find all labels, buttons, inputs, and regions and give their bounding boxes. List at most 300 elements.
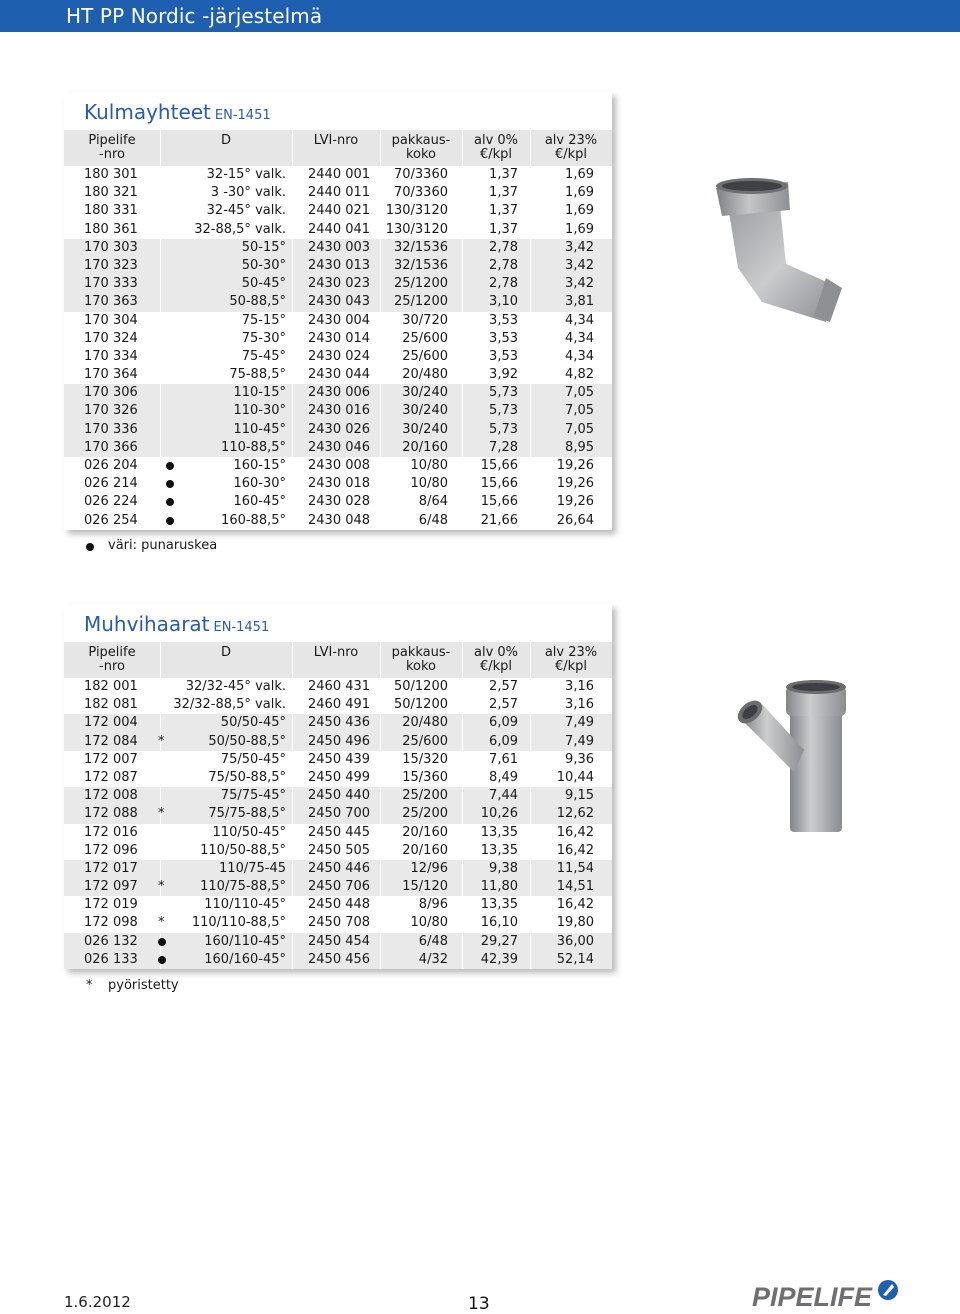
- cell-alv0: 5,73: [489, 421, 518, 437]
- column-divider: [462, 348, 463, 366]
- column-divider: [530, 166, 531, 184]
- cell-lvi-nro: 2460 491: [308, 697, 371, 713]
- cell-d: 50-15°: [241, 239, 286, 255]
- table-row: [64, 714, 612, 732]
- cell-pipelife-nro: 172 004: [84, 715, 138, 731]
- cell-alv23: 12,62: [556, 806, 594, 822]
- cell-d: 75-88,5°: [229, 367, 286, 383]
- cell-alv0: 15,66: [480, 458, 518, 473]
- column-divider: [530, 402, 531, 420]
- column-divider: [160, 366, 161, 384]
- cell-lvi-nro: 2450 436: [308, 715, 371, 731]
- cell-d: 160-15°: [233, 458, 286, 473]
- column-divider: [292, 384, 293, 402]
- cell-d: 32-15° valk.: [206, 167, 286, 182]
- cell-pakkauskoko: 50/1200: [393, 679, 448, 694]
- cell-d: 75-15°: [241, 312, 286, 328]
- cell-alv0: 10,26: [480, 806, 518, 822]
- column-divider: [530, 787, 531, 805]
- header-pakkauskoko-line: koko: [405, 147, 437, 162]
- column-divider: [462, 384, 463, 402]
- table-row: [64, 184, 612, 202]
- cell-pakkauskoko: 6/48: [418, 933, 448, 949]
- column-divider: [380, 824, 381, 842]
- cell-d: 32-45° valk.: [206, 203, 286, 219]
- column-divider: [292, 914, 293, 932]
- table-row: [64, 221, 612, 239]
- column-divider: [530, 202, 531, 220]
- column-divider: [530, 714, 531, 732]
- header-bar: [0, 0, 960, 32]
- column-divider: [160, 787, 161, 805]
- table-row: [64, 951, 612, 969]
- cell-alv23: 9,36: [565, 751, 594, 767]
- color-dot-legend: [86, 543, 94, 551]
- color-dot-icon: [166, 480, 174, 488]
- column-headers: [64, 130, 612, 166]
- column-divider: [160, 257, 161, 275]
- column-divider: [160, 824, 161, 842]
- cell-alv0: 3,53: [489, 348, 518, 364]
- column-divider: [160, 751, 161, 769]
- cell-alv23: 1,69: [565, 221, 594, 237]
- column-divider: [530, 221, 531, 239]
- footnote-rounded: pyöristetty: [108, 978, 179, 993]
- cell-d: 110/110-45°: [204, 897, 286, 913]
- column-divider: [380, 714, 381, 732]
- table-row: [64, 696, 612, 714]
- cell-alv0: 3,92: [489, 367, 518, 383]
- cell-alv23: 52,14: [556, 951, 594, 967]
- table-row: [64, 457, 612, 475]
- column-divider: [530, 896, 531, 914]
- column-divider: [530, 348, 531, 366]
- footnote-color: väri: punaruskea: [108, 538, 218, 553]
- cell-pipelife-nro: 170 366: [84, 439, 138, 455]
- cell-alv23: 8,95: [565, 439, 594, 455]
- cell-alv23: 16,42: [556, 842, 594, 858]
- column-divider: [292, 860, 293, 878]
- header-lvi-nro: LVI-nro: [313, 645, 359, 660]
- cell-alv0: 5,73: [489, 403, 518, 419]
- table-row: [64, 860, 612, 878]
- column-divider: [160, 860, 161, 878]
- rounded-marker: *: [158, 733, 165, 749]
- cell-alv23: 1,69: [565, 167, 594, 182]
- column-divider: [462, 402, 463, 420]
- cell-pipelife-nro: 180 321: [84, 185, 138, 201]
- table-row: [64, 257, 612, 275]
- column-divider: [160, 421, 161, 439]
- header-pakkauskoko-line: pakkaus-: [391, 133, 451, 148]
- cell-d: 75-30°: [241, 330, 286, 346]
- column-divider: [462, 421, 463, 439]
- cell-alv23: 3,42: [565, 239, 594, 255]
- column-divider: [160, 475, 161, 493]
- column-divider: [462, 951, 463, 969]
- column-divider: [292, 421, 293, 439]
- cell-alv23: 1,69: [565, 185, 594, 201]
- cell-alv23: 3,16: [565, 697, 594, 713]
- cell-lvi-nro: 2430 044: [308, 367, 371, 383]
- column-divider: [462, 933, 463, 951]
- cell-pakkauskoko: 12/96: [410, 860, 448, 876]
- column-divider: [160, 512, 161, 530]
- cell-lvi-nro: 2450 700: [308, 806, 371, 822]
- column-divider: [462, 493, 463, 511]
- cell-alv0: 11,80: [480, 879, 518, 895]
- column-divider: [380, 787, 381, 805]
- column-divider: [380, 402, 381, 420]
- column-divider: [160, 330, 161, 348]
- cell-alv23: 7,49: [565, 715, 594, 731]
- cell-d: 110-88,5°: [221, 439, 286, 455]
- column-divider: [462, 787, 463, 805]
- table-title-text: Muhvihaarat: [84, 612, 210, 636]
- column-divider: [462, 751, 463, 769]
- header-alv0-line: alv 0%: [473, 645, 519, 660]
- column-divider: [292, 878, 293, 896]
- cell-pakkauskoko: 20/160: [402, 824, 448, 840]
- cell-alv23: 9,15: [565, 788, 594, 804]
- table-row: [64, 733, 612, 751]
- cell-pipelife-nro: 172 017: [84, 860, 138, 876]
- table-row: [64, 275, 612, 293]
- cell-d: 32-88,5° valk.: [194, 221, 286, 237]
- cell-pipelife-nro: 026 224: [84, 494, 138, 510]
- cell-pipelife-nro: 026 214: [84, 476, 138, 492]
- cell-pipelife-nro: 170 323: [84, 257, 138, 273]
- cell-lvi-nro: 2440 021: [308, 203, 371, 219]
- column-divider: [160, 439, 161, 457]
- cell-alv0: 2,57: [489, 679, 518, 694]
- column-divider: [380, 257, 381, 275]
- cell-lvi-nro: 2430 006: [308, 385, 371, 401]
- column-divider: [160, 696, 161, 714]
- column-divider: [530, 951, 531, 969]
- cell-alv23: 4,82: [565, 367, 594, 383]
- table-row: [64, 769, 612, 787]
- column-divider: [292, 184, 293, 202]
- cell-pipelife-nro: 172 098: [84, 915, 138, 931]
- column-divider: [530, 257, 531, 275]
- column-divider: [292, 275, 293, 293]
- column-divider: [462, 860, 463, 878]
- column-divider: [462, 221, 463, 239]
- column-divider: [530, 312, 531, 330]
- column-divider: [292, 824, 293, 842]
- cell-alv23: 1,69: [565, 203, 594, 219]
- column-divider: [292, 951, 293, 969]
- column-divider: [462, 202, 463, 220]
- header-lvi-nro: LVI-nro: [313, 133, 359, 148]
- cell-lvi-nro: 2450 445: [308, 824, 371, 840]
- cell-alv0: 29,27: [480, 933, 518, 949]
- table-title-text: Kulmayhteet: [84, 100, 211, 124]
- cell-pipelife-nro: 170 303: [84, 239, 138, 255]
- column-divider: [292, 457, 293, 475]
- cell-pipelife-nro: 180 301: [84, 167, 138, 182]
- cell-lvi-nro: 2430 046: [308, 439, 371, 455]
- column-divider: [530, 366, 531, 384]
- column-divider: [160, 493, 161, 511]
- column-divider: [380, 860, 381, 878]
- cell-pipelife-nro: 026 133: [84, 951, 138, 967]
- table-row: [64, 330, 612, 348]
- table-row: [64, 512, 612, 530]
- column-divider: [160, 293, 161, 311]
- column-divider: [292, 330, 293, 348]
- cell-lvi-nro: 2430 024: [308, 348, 371, 364]
- cell-alv0: 42,39: [480, 951, 518, 967]
- cell-alv0: 3,53: [489, 312, 518, 328]
- cell-pipelife-nro: 170 364: [84, 367, 138, 383]
- column-divider: [530, 239, 531, 257]
- cell-pipelife-nro: 172 096: [84, 842, 138, 858]
- column-divider: [160, 402, 161, 420]
- cell-pakkauskoko: 25/200: [402, 806, 448, 822]
- header-pakkauskoko-line: pakkaus-: [391, 645, 451, 660]
- column-divider: [160, 769, 161, 787]
- color-dot-icon: [166, 517, 174, 525]
- column-divider: [292, 714, 293, 732]
- cell-d: 110/50-45°: [212, 824, 286, 840]
- cell-lvi-nro: 2430 013: [308, 257, 371, 273]
- header-pipelife-nro-line: Pipelife: [88, 133, 136, 148]
- cell-lvi-nro: 2450 440: [308, 788, 371, 804]
- cell-lvi-nro: 2430 003: [308, 239, 371, 255]
- cell-d: 110-45°: [233, 421, 286, 437]
- column-divider: [292, 439, 293, 457]
- cell-alv0: 3,53: [489, 330, 518, 346]
- column-divider: [380, 202, 381, 220]
- column-divider: [292, 751, 293, 769]
- column-divider: [462, 366, 463, 384]
- column-divider: [292, 493, 293, 511]
- column-headers: [64, 642, 612, 678]
- column-divider: [530, 512, 531, 530]
- column-divider: [530, 330, 531, 348]
- table-row: [64, 842, 612, 860]
- cell-pakkauskoko: 30/240: [402, 385, 448, 401]
- cell-pakkauskoko: 4/32: [418, 951, 448, 967]
- table-body: [64, 678, 612, 969]
- cell-alv23: 16,42: [556, 897, 594, 913]
- cell-pakkauskoko: 70/3360: [393, 185, 448, 201]
- column-divider: [292, 678, 293, 696]
- column-divider: [462, 714, 463, 732]
- cell-d: 110-30°: [233, 403, 286, 419]
- cell-alv23: 7,05: [565, 385, 594, 401]
- cell-lvi-nro: 2430 023: [308, 276, 371, 292]
- cell-alv23: 26,64: [556, 512, 594, 528]
- cell-lvi-nro: 2450 439: [308, 751, 371, 767]
- cell-alv23: 4,34: [565, 348, 594, 364]
- column-divider: [292, 166, 293, 184]
- cell-alv23: 3,42: [565, 276, 594, 292]
- cell-d: 32/32-88,5° valk.: [173, 697, 286, 713]
- column-divider: [462, 166, 463, 184]
- column-divider: [292, 202, 293, 220]
- cell-alv0: 15,66: [480, 494, 518, 510]
- cell-d: 160/160-45°: [204, 951, 286, 967]
- footnote-marker: *: [86, 978, 93, 993]
- cell-lvi-nro: 2430 018: [308, 476, 371, 492]
- cell-lvi-nro: 2430 004: [308, 312, 371, 328]
- header-alv0-line: €/kpl: [479, 147, 513, 162]
- cell-alv23: 14,51: [556, 879, 594, 895]
- column-divider: [462, 733, 463, 751]
- column-divider: [462, 805, 463, 823]
- column-divider: [160, 714, 161, 732]
- color-dot-icon: [166, 498, 174, 506]
- cell-alv0: 13,35: [480, 842, 518, 858]
- column-divider: [292, 787, 293, 805]
- header-alv0-line: alv 0%: [473, 133, 519, 148]
- cell-lvi-nro: 2460 431: [308, 679, 371, 694]
- header-alv23-line: alv 23%: [544, 645, 598, 660]
- cell-pipelife-nro: 170 334: [84, 348, 138, 364]
- table-row: [64, 751, 612, 769]
- cell-pakkauskoko: 70/3360: [393, 167, 448, 182]
- cell-pakkauskoko: 30/720: [402, 312, 448, 328]
- cell-pakkauskoko: 25/1200: [393, 294, 448, 310]
- cell-alv0: 2,78: [489, 239, 518, 255]
- cell-d: 50-30°: [241, 257, 286, 273]
- cell-pipelife-nro: 026 254: [84, 512, 138, 528]
- cell-alv0: 2,78: [489, 257, 518, 273]
- cell-d: 50-88,5°: [229, 294, 286, 310]
- column-divider: [462, 293, 463, 311]
- cell-lvi-nro: 2450 448: [308, 897, 371, 913]
- table-row: [64, 878, 612, 896]
- column-divider: [292, 239, 293, 257]
- pipelife-logo: [752, 1274, 902, 1312]
- cell-alv23: 19,80: [556, 915, 594, 931]
- table-row: [64, 202, 612, 220]
- column-divider: [380, 751, 381, 769]
- column-divider: [380, 475, 381, 493]
- column-divider: [160, 312, 161, 330]
- cell-alv23: 16,42: [556, 824, 594, 840]
- cell-pipelife-nro: 170 324: [84, 330, 138, 346]
- column-divider: [160, 202, 161, 220]
- column-divider: [530, 696, 531, 714]
- header-alv0-line: €/kpl: [479, 659, 513, 674]
- cell-alv23: 3,81: [565, 294, 594, 310]
- column-divider: [462, 330, 463, 348]
- table-standard: EN-1451: [214, 108, 271, 123]
- table-row: [64, 475, 612, 493]
- cell-alv0: 21,66: [480, 512, 518, 528]
- cell-alv0: 8,49: [489, 769, 518, 785]
- cell-d: 110/110-88,5°: [191, 915, 286, 931]
- cell-pakkauskoko: 20/160: [402, 439, 448, 455]
- table-title: [84, 100, 271, 124]
- table-row: [64, 914, 612, 932]
- header-pakkauskoko: [380, 134, 462, 162]
- cell-lvi-nro: 2430 043: [308, 294, 371, 310]
- table-row: [64, 293, 612, 311]
- cell-pipelife-nro: 172 007: [84, 751, 138, 767]
- cell-d: 110/75-88,5°: [200, 879, 286, 895]
- cell-pipelife-nro: 170 333: [84, 276, 138, 292]
- table-row: [64, 805, 612, 823]
- cell-alv0: 16,10: [480, 915, 518, 931]
- column-divider: [380, 733, 381, 751]
- column-divider: [530, 678, 531, 696]
- column-divider: [292, 733, 293, 751]
- cell-lvi-nro: 2450 496: [308, 733, 371, 749]
- table-muhvihaarat: [64, 604, 612, 969]
- column-divider: [380, 896, 381, 914]
- cell-pipelife-nro: 172 008: [84, 788, 138, 804]
- column-divider: [292, 366, 293, 384]
- cell-d: 75/50-45°: [220, 751, 286, 767]
- column-divider: [160, 275, 161, 293]
- cell-alv0: 2,57: [489, 697, 518, 713]
- cell-d: 160/110-45°: [204, 933, 286, 949]
- cell-d: 3 -30° valk.: [210, 185, 286, 201]
- table-row: [64, 933, 612, 951]
- column-divider: [462, 878, 463, 896]
- column-divider: [380, 842, 381, 860]
- cell-alv0: 7,28: [489, 439, 518, 455]
- cell-pipelife-nro: 172 016: [84, 824, 138, 840]
- cell-alv23: 3,16: [565, 679, 594, 694]
- header-alv23-line: €/kpl: [554, 659, 588, 674]
- cell-alv23: 7,05: [565, 403, 594, 419]
- column-divider: [292, 293, 293, 311]
- column-divider: [462, 275, 463, 293]
- header-pakkauskoko-line: koko: [405, 659, 437, 674]
- column-divider: [462, 842, 463, 860]
- cell-pipelife-nro: 172 097: [84, 879, 138, 895]
- cell-alv23: 10,44: [556, 769, 594, 785]
- column-divider: [160, 239, 161, 257]
- column-divider: [380, 951, 381, 969]
- column-divider: [530, 457, 531, 475]
- column-divider: [530, 860, 531, 878]
- rounded-marker: *: [158, 915, 165, 931]
- cell-lvi-nro: 2440 041: [308, 221, 371, 237]
- cell-pakkauskoko: 15/320: [402, 751, 448, 767]
- elbow-fitting-image: [676, 176, 902, 324]
- column-divider: [380, 421, 381, 439]
- cell-pakkauskoko: 6/48: [418, 512, 448, 528]
- column-divider: [530, 493, 531, 511]
- cell-alv0: 1,37: [489, 167, 518, 182]
- column-divider: [160, 166, 161, 184]
- rounded-marker: *: [158, 879, 165, 895]
- table-header: [64, 92, 612, 130]
- header-pipelife-nro-line: -nro: [99, 147, 125, 162]
- cell-alv0: 1,37: [489, 203, 518, 219]
- page-number: 13: [468, 1294, 490, 1314]
- cell-pakkauskoko: 20/480: [402, 715, 448, 731]
- column-divider: [380, 330, 381, 348]
- column-divider: [380, 366, 381, 384]
- color-dot-icon: [158, 956, 166, 964]
- cell-pipelife-nro: 180 361: [84, 221, 138, 237]
- column-divider: [380, 914, 381, 932]
- column-divider: [530, 184, 531, 202]
- column-divider: [380, 384, 381, 402]
- column-divider: [380, 805, 381, 823]
- column-divider: [380, 493, 381, 511]
- cell-lvi-nro: 2430 008: [308, 458, 371, 473]
- table-row: [64, 384, 612, 402]
